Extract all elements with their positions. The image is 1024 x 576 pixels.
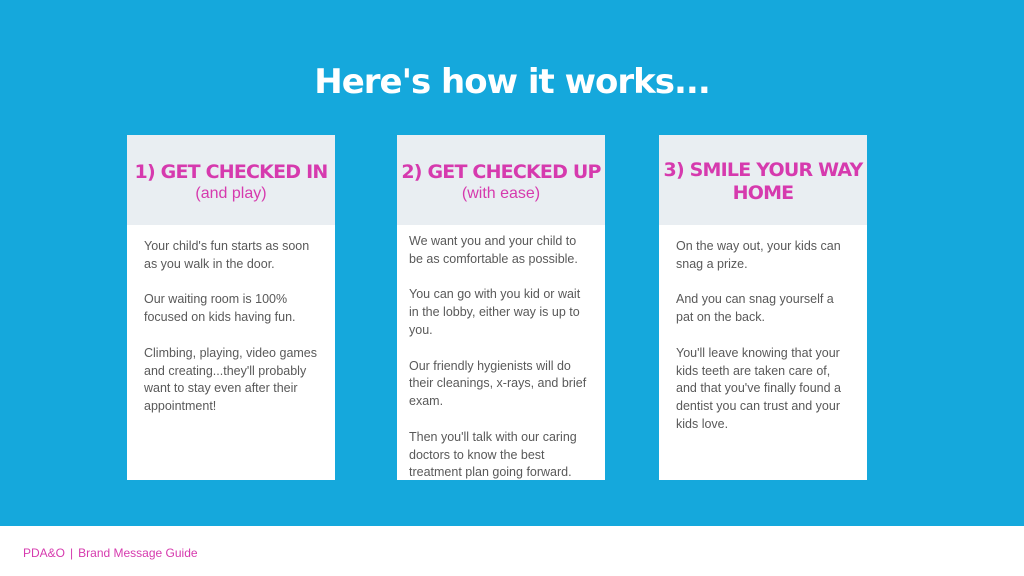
card-title: 3) SMILE YOUR WAY HOME	[663, 159, 863, 204]
step-card-1	[127, 135, 335, 480]
footer-brand: PDA&O	[23, 546, 66, 560]
footer	[23, 545, 198, 561]
card-paragraph: We want you and your child to be as comfortable as possible.	[409, 234, 578, 266]
card-paragraph: Your child's fun starts as soon as you walk in the door.	[144, 239, 310, 271]
card-paragraph: Climbing, playing, video games and creating...they'll probably want to stay even after their appointment!	[144, 345, 318, 414]
card-paragraph: And you can snag yourself a pat on the back.	[676, 292, 834, 325]
card-body	[127, 225, 335, 416]
headline: Here's how it works...	[314, 62, 710, 102]
card-paragraph: Our friendly hygienists will do their cleanings, x-rays, and brief exam.	[409, 358, 587, 409]
card-title: 1) GET CHECKED IN	[134, 160, 328, 183]
card-header	[659, 135, 867, 225]
footer-label: Brand Message Guide	[78, 546, 198, 560]
card-body	[659, 225, 867, 434]
card-header	[397, 135, 605, 225]
card-paragraph: You can go with you kid or wait in the lobby, either way is up to you.	[409, 287, 581, 337]
step-card-3	[659, 135, 867, 480]
card-paragraph: Our waiting room is 100% focused on kids having fun.	[144, 292, 296, 325]
card-paragraph: On the way out, your kids can snag a prize.	[676, 239, 841, 271]
card-header	[127, 135, 335, 225]
card-title: 2) GET CHECKED UP	[401, 160, 601, 183]
card-subtitle: (with ease)	[461, 184, 541, 202]
footer-separator: |	[70, 546, 74, 560]
card-paragraph: You'll leave knowing that your kids teeth are taken care of, and that you've finally found a dentist you can trust and your kids love.	[676, 345, 842, 431]
card-body	[397, 225, 605, 482]
card-subtitle: (and play)	[195, 184, 267, 202]
card-paragraph: Then you'll talk with our caring doctors to know the best treatment plan going forward.	[409, 429, 577, 480]
step-card-2	[397, 135, 605, 480]
